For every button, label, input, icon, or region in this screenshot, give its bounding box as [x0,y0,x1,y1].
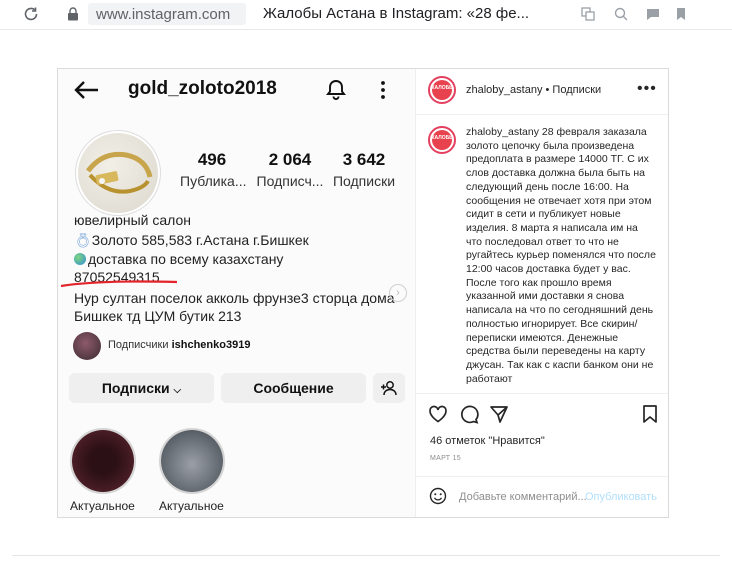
bio-phone: 87052549315 [74,269,160,285]
following-button [69,373,214,403]
save-bookmark-icon[interactable] [640,404,660,424]
following-button-label: Подписки [101,380,170,396]
post-date: МАРТ 15 [430,455,461,462]
follower-avatar [73,332,101,360]
header-divider [416,114,668,115]
chevron-down-icon: ⌵ [173,385,182,396]
bio-category: ювелирный салон [74,212,192,228]
highlight-label-1: Актуальное [70,499,135,513]
following-count: 3 642 [342,150,386,169]
bio-line-gold: Золото 585,583 г.Астана г.Бишкек [91,232,309,248]
profile-username: gold_zoloto2018 [128,78,277,99]
message-button: Сообщение [221,373,366,403]
post-header [466,84,601,96]
add-person-icon [380,379,398,397]
followers-label: Подписч... [256,173,324,189]
highlight-label-2: Актуальное [159,499,224,513]
comment-icon[interactable] [459,404,479,424]
post-caption [466,126,656,384]
caption-author-avatar[interactable] [428,126,456,154]
globe-icon [74,253,86,265]
tab-title: Жалобы Астана в Instagram: «28 фе... [263,5,530,22]
bell-icon [325,78,347,100]
page-bottom-divider [12,555,720,556]
comment-divider [416,476,668,477]
following-label: Подписки [332,173,396,189]
followed-by [108,339,250,351]
post-more-icon[interactable]: ••• [637,80,657,97]
chevron-right-icon: › [389,284,407,302]
posts-count: 496 [197,150,227,169]
avatar-text: ЖАЛОБЫ [430,135,455,141]
highlight-thumbnail-2 [161,430,223,492]
bookmark-icon[interactable] [674,7,688,21]
bio-line-delivery: доставка по всему казахстану [88,251,284,267]
bio-address-2: Бишкек тд ЦУМ бутик 213 [74,308,242,324]
profile-avatar [78,133,158,213]
address-bar-url[interactable]: www.instagram.com [96,6,231,23]
card-divider [415,69,416,517]
post-follow-status[interactable]: • Подписки [545,84,602,96]
more-options-icon [378,80,388,100]
publish-button[interactable]: Опубликовать [585,491,657,503]
search-icon[interactable] [614,7,628,21]
red-underline-annotation [59,273,179,289]
post-author-avatar[interactable] [428,76,456,104]
caption-author[interactable]: zhaloby_astany [466,126,539,138]
add-person-button [373,373,405,403]
likes-count[interactable]: 46 отметок "Нравится" [430,435,545,447]
avatar-text: ЖАЛОБЫ [430,85,455,91]
lock-icon[interactable] [67,7,79,21]
emoji-icon[interactable] [429,487,447,505]
back-arrow-icon [74,80,100,100]
bio-address-1: Нур султан поселок акколь фрунзе3 сторца дома [74,290,395,306]
actions-divider [416,393,668,394]
gold-bracelet-icon [78,133,158,213]
ring-icon: 💍︎ [74,232,92,248]
post-author-name[interactable]: zhaloby_astany [466,84,543,96]
posts-label: Публика... [180,173,247,189]
highlight-thumbnail-1 [72,430,134,492]
followed-by-user: ishchenko3919 [171,339,251,351]
caption-text: 28 февраля заказала золото цепочку была произведена предоплата в размере 14000 ТГ. С их слов доставка должна была быть на следующий день после 16:00. На сообщения не отвечает хотя при этом сидит в сети и публикует новые изделия. 8 марта я написала им на что последовал ответ то что не ругайтесь курьер поменялся что после 12:00 часов доставка будет у вас. После того как прошло время указанной ими доставки я снова написала на что по сегодняшний день полностью игнорирует. Все скирин/ переписки имеются. Денежные средства были переведены на карту джусан. Так как с каспи банком они не работают [466,126,656,384]
share-icon[interactable] [489,404,509,424]
comment-input[interactable]: Добавьте комментарий... [459,491,587,503]
translate-icon[interactable] [581,7,595,21]
followers-count: 2 064 [268,150,312,169]
chat-icon[interactable] [646,7,660,21]
heart-icon[interactable] [428,404,448,424]
followed-by-prefix: Подписчики [108,339,169,351]
reload-icon[interactable] [22,5,40,23]
